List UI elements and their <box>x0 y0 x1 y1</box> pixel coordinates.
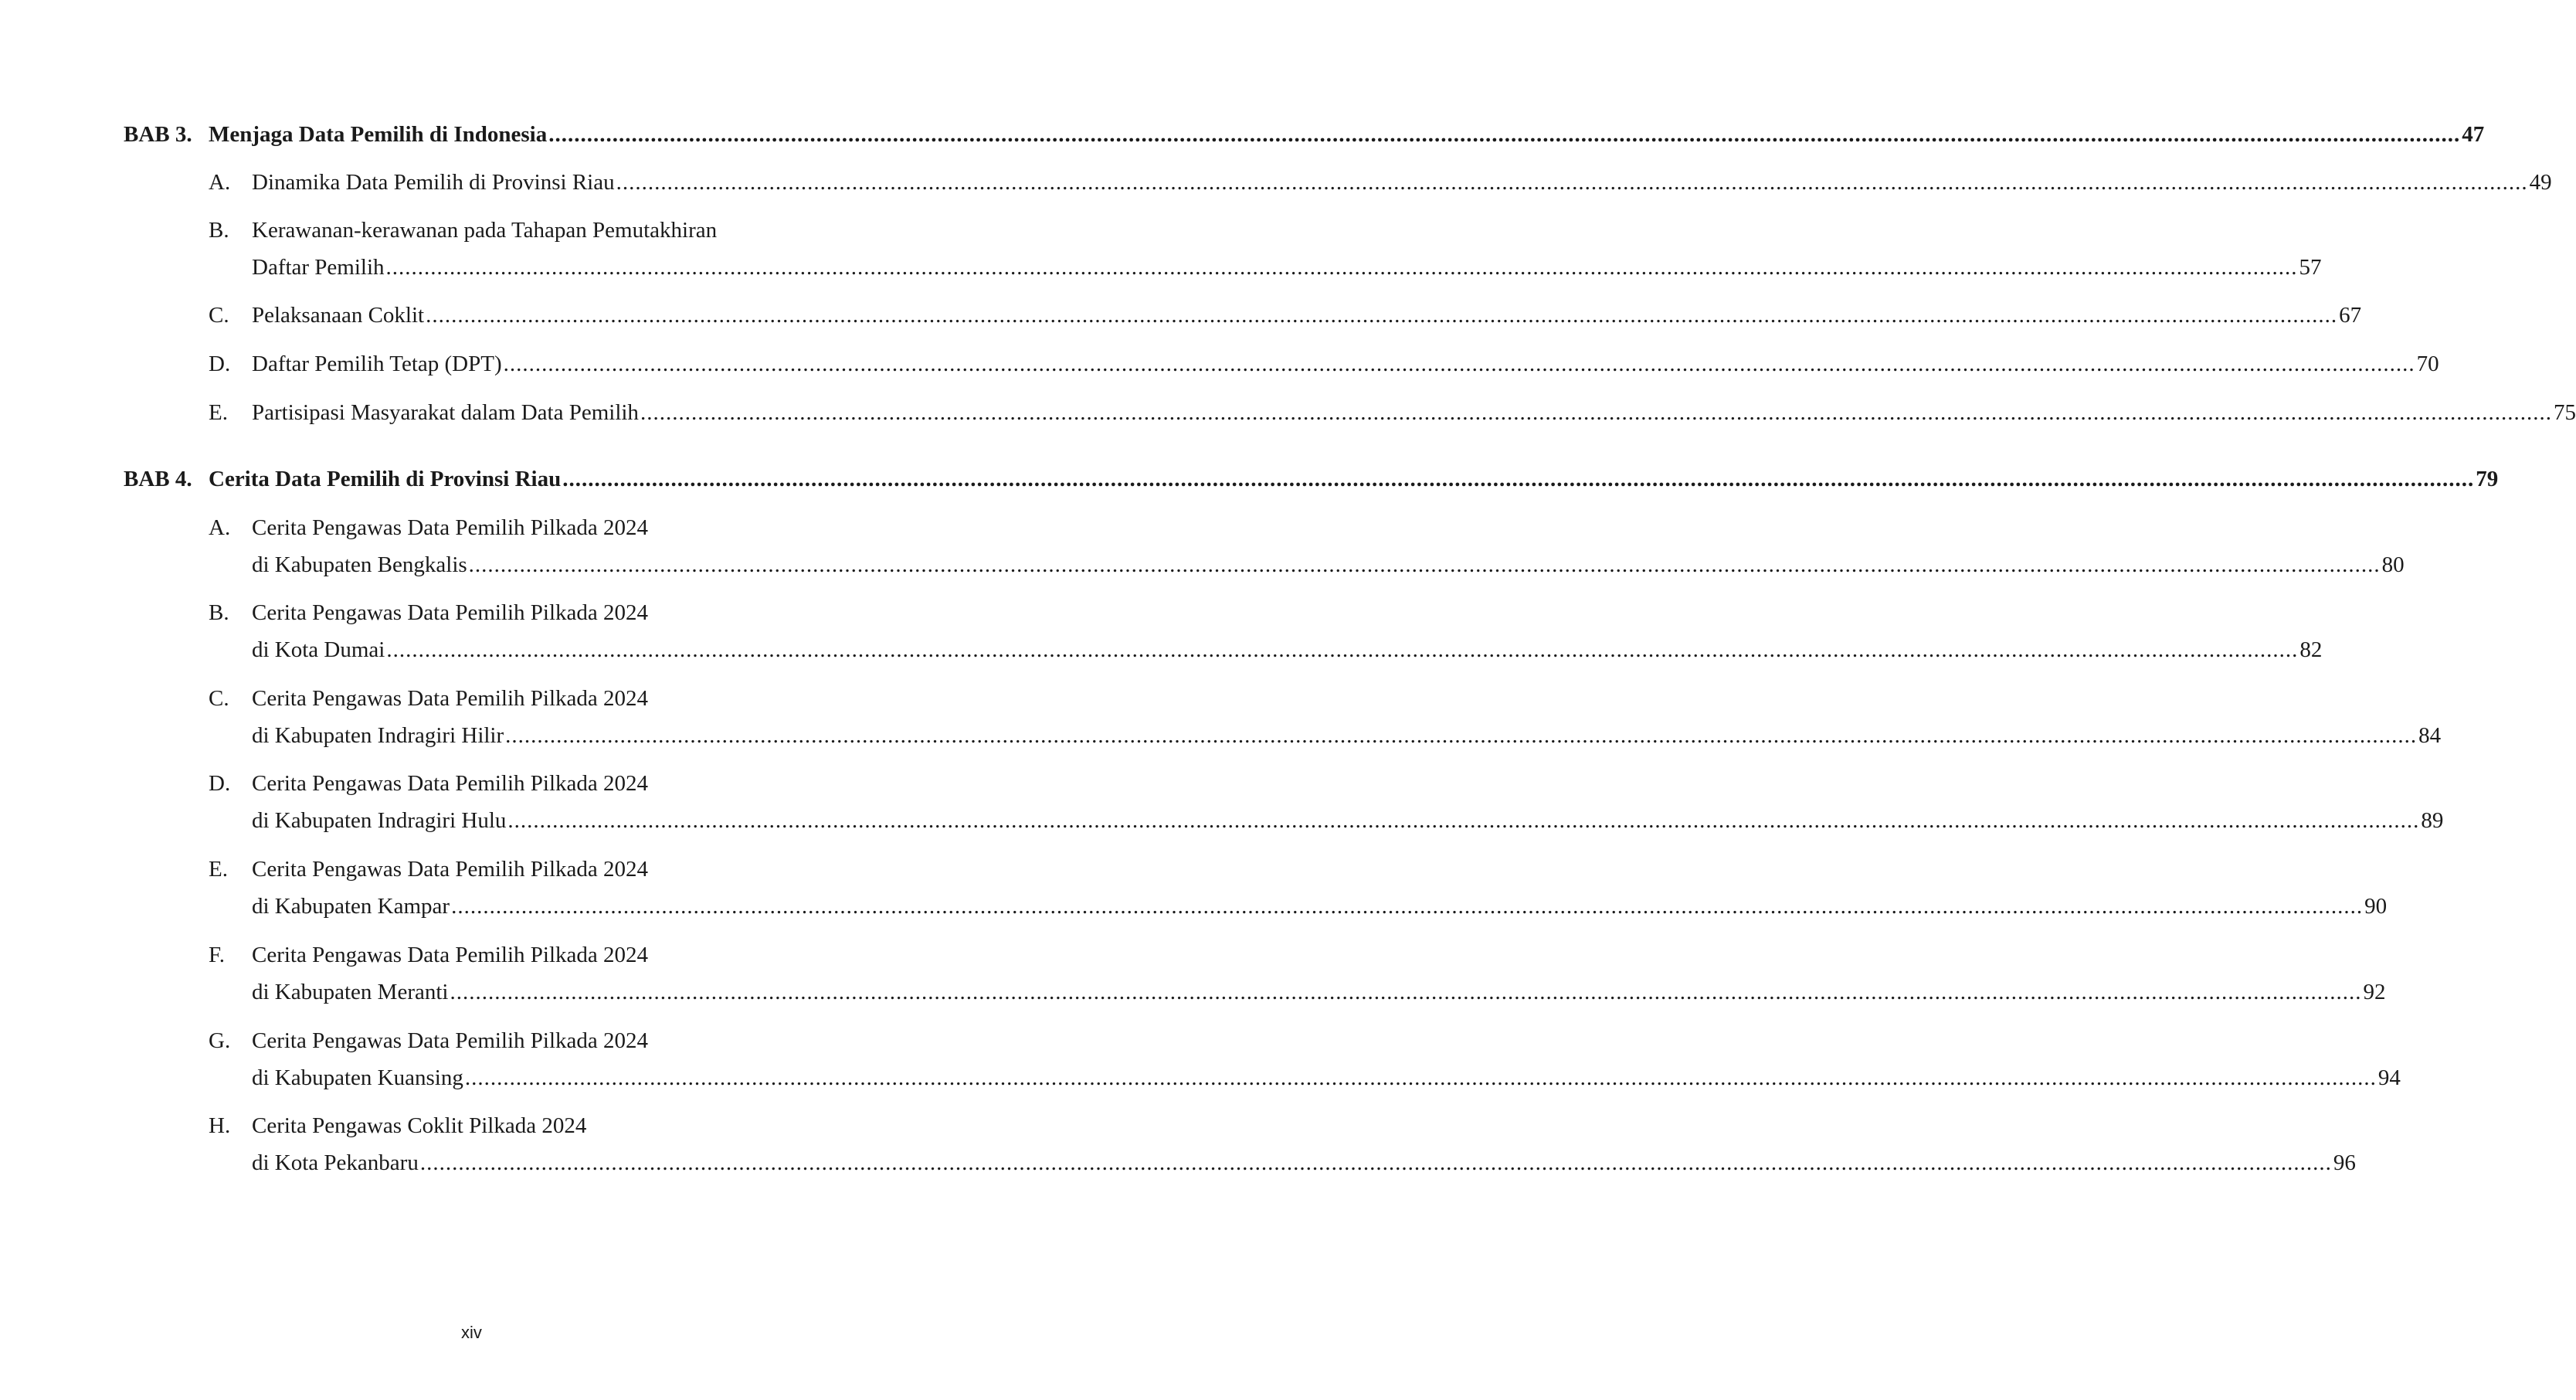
toc-entry-d[interactable] <box>209 768 829 799</box>
toc-entry-g[interactable] <box>209 1025 829 1056</box>
entry-title: Pelaksanaan Coklit <box>252 303 425 328</box>
entry-letter: A. <box>209 170 231 195</box>
entry-letter: B. <box>209 600 229 625</box>
dot-leader: ............................................................................................................................................................................................................................................................................................................ <box>419 1150 2332 1175</box>
entry-letter: C. <box>209 303 229 328</box>
dot-leader: ............................................................................................................................................................................................................................................................................................................ <box>464 1065 2377 1090</box>
toc-entry-f-continued[interactable] <box>252 977 2386 1008</box>
chapter-label: BAB 4. <box>124 467 192 491</box>
entry-title: Cerita Pengawas Data Pemilih Pilkada 2024 <box>252 515 649 540</box>
page-number: 89 <box>2421 808 2444 833</box>
toc-entry-d-continued[interactable] <box>252 805 2444 836</box>
page-number: 75 <box>2553 400 2576 425</box>
page-number: 57 <box>2299 255 2322 280</box>
entry-letter: E. <box>209 857 228 882</box>
page-number: 49 <box>2529 170 2552 195</box>
page-number: 90 <box>2364 894 2388 919</box>
page-number: 96 <box>2333 1150 2356 1175</box>
entry-title: Cerita Pengawas Data Pemilih Pilkada 2024 <box>252 771 649 796</box>
page-number: 79 <box>2476 467 2499 491</box>
page-number: 94 <box>2377 1065 2401 1090</box>
entry-letter: A. <box>209 515 231 540</box>
page-number: 84 <box>2418 723 2442 748</box>
dot-leader: ............................................................................................................................................................................................................................................................................................................ <box>562 467 2475 491</box>
entry-title-continued: di Kabupaten Indragiri Hilir <box>252 723 504 748</box>
page-number: 47 <box>2462 122 2485 147</box>
toc-entry-b[interactable] <box>209 215 829 246</box>
toc-entry-a[interactable] <box>209 512 829 543</box>
page-number: 82 <box>2299 637 2323 662</box>
dot-leader: ............................................................................................................................................................................................................................................................................................................ <box>468 552 2381 577</box>
toc-entry-e-continued[interactable] <box>252 891 2388 922</box>
toc-entry-e[interactable] <box>209 397 2576 428</box>
entry-letter: B. <box>209 218 229 243</box>
entry-title: Cerita Pengawas Data Pemilih Pilkada 2024 <box>252 857 649 882</box>
entry-letter: D. <box>209 771 231 796</box>
entry-title: Daftar Pemilih Tetap (DPT) <box>252 352 502 376</box>
dot-leader: ............................................................................................................................................................................................................................................................................................................ <box>450 980 2362 1004</box>
entry-title-continued: Daftar Pemilih <box>252 255 385 280</box>
chapter-heading[interactable] <box>124 119 2485 150</box>
chapter-title: Menjaga Data Pemilih di Indonesia <box>209 122 548 147</box>
toc-entry-c[interactable] <box>209 300 2362 331</box>
toc-entry-a[interactable] <box>209 167 2552 198</box>
dot-leader: ............................................................................................................................................................................................................................................................................................................ <box>503 352 2415 376</box>
toc-entry-b[interactable] <box>209 597 829 628</box>
entry-letter: F. <box>209 943 226 967</box>
page-number: 70 <box>2416 352 2439 376</box>
page-number: 67 <box>2339 303 2362 328</box>
toc-entry-d[interactable] <box>209 348 2439 379</box>
entry-letter: C. <box>209 686 229 711</box>
dot-leader: ............................................................................................................................................................................................................................................................................................................ <box>507 808 2420 833</box>
entry-title-continued: di Kota Dumai <box>252 637 385 662</box>
toc-entry-f[interactable] <box>209 940 829 970</box>
toc-entry-e[interactable] <box>209 854 829 885</box>
dot-leader: ............................................................................................................................................................................................................................................................................................................ <box>385 255 2298 280</box>
toc-entry-c-continued[interactable] <box>252 720 2442 751</box>
dot-leader: ............................................................................................................................................................................................................................................................................................................ <box>616 170 2528 195</box>
dot-leader: ............................................................................................................................................................................................................................................................................................................ <box>640 400 2552 425</box>
entry-title: Partisipasi Masyarakat dalam Data Pemilih <box>252 400 639 425</box>
entry-letter: H. <box>209 1113 231 1138</box>
page-number: 80 <box>2381 552 2405 577</box>
entry-title: Kerawanan-kerawanan pada Tahapan Pemutakhiran <box>252 218 718 243</box>
toc-entry-g-continued[interactable] <box>252 1062 2401 1093</box>
entry-title: Cerita Pengawas Coklit Pilkada 2024 <box>252 1113 587 1138</box>
dot-leader: ............................................................................................................................................................................................................................................................................................................ <box>386 637 2299 662</box>
toc-entry-a-continued[interactable] <box>252 549 2405 580</box>
entry-title-continued: di Kota Pekanbaru <box>252 1150 419 1175</box>
chapter-label: BAB 3. <box>124 122 192 147</box>
entry-title: Dinamika Data Pemilih di Provinsi Riau <box>252 170 615 195</box>
entry-title-continued: di Kabupaten Indragiri Hulu <box>252 808 507 833</box>
chapter-heading[interactable] <box>124 464 2499 494</box>
entry-title-continued: di Kabupaten Bengkalis <box>252 552 467 577</box>
entry-letter: E. <box>209 400 228 425</box>
entry-title: Cerita Pengawas Data Pemilih Pilkada 2024 <box>252 1028 649 1053</box>
entry-title-continued: di Kabupaten Kampar <box>252 894 450 919</box>
toc-entry-b-continued[interactable] <box>252 252 2322 283</box>
page-number: 92 <box>2363 980 2386 1004</box>
entry-title: Cerita Pengawas Data Pemilih Pilkada 2024 <box>252 686 649 711</box>
entry-title-continued: di Kabupaten Kuansing <box>252 1065 463 1090</box>
toc-entry-h-continued[interactable] <box>252 1147 2356 1178</box>
entry-title: Cerita Pengawas Data Pemilih Pilkada 2024 <box>252 600 649 625</box>
entry-letter: G. <box>209 1028 231 1053</box>
dot-leader: ............................................................................................................................................................................................................................................................................................................ <box>451 894 2364 919</box>
dot-leader: ............................................................................................................................................................................................................................................................................................................ <box>548 122 2461 147</box>
toc-entry-h[interactable] <box>209 1110 829 1141</box>
page-folio: xiv <box>461 1323 482 1342</box>
toc-entry-b-continued[interactable] <box>252 634 2323 665</box>
entry-letter: D. <box>209 352 231 376</box>
entry-title: Cerita Pengawas Data Pemilih Pilkada 2024 <box>252 943 649 967</box>
dot-leader: ............................................................................................................................................................................................................................................................................................................ <box>426 303 2338 328</box>
toc-entry-c[interactable] <box>209 683 829 714</box>
entry-title-continued: di Kabupaten Meranti <box>252 980 449 1004</box>
chapter-title: Cerita Data Pemilih di Provinsi Riau <box>209 467 562 491</box>
dot-leader: ............................................................................................................................................................................................................................................................................................................ <box>505 723 2418 748</box>
